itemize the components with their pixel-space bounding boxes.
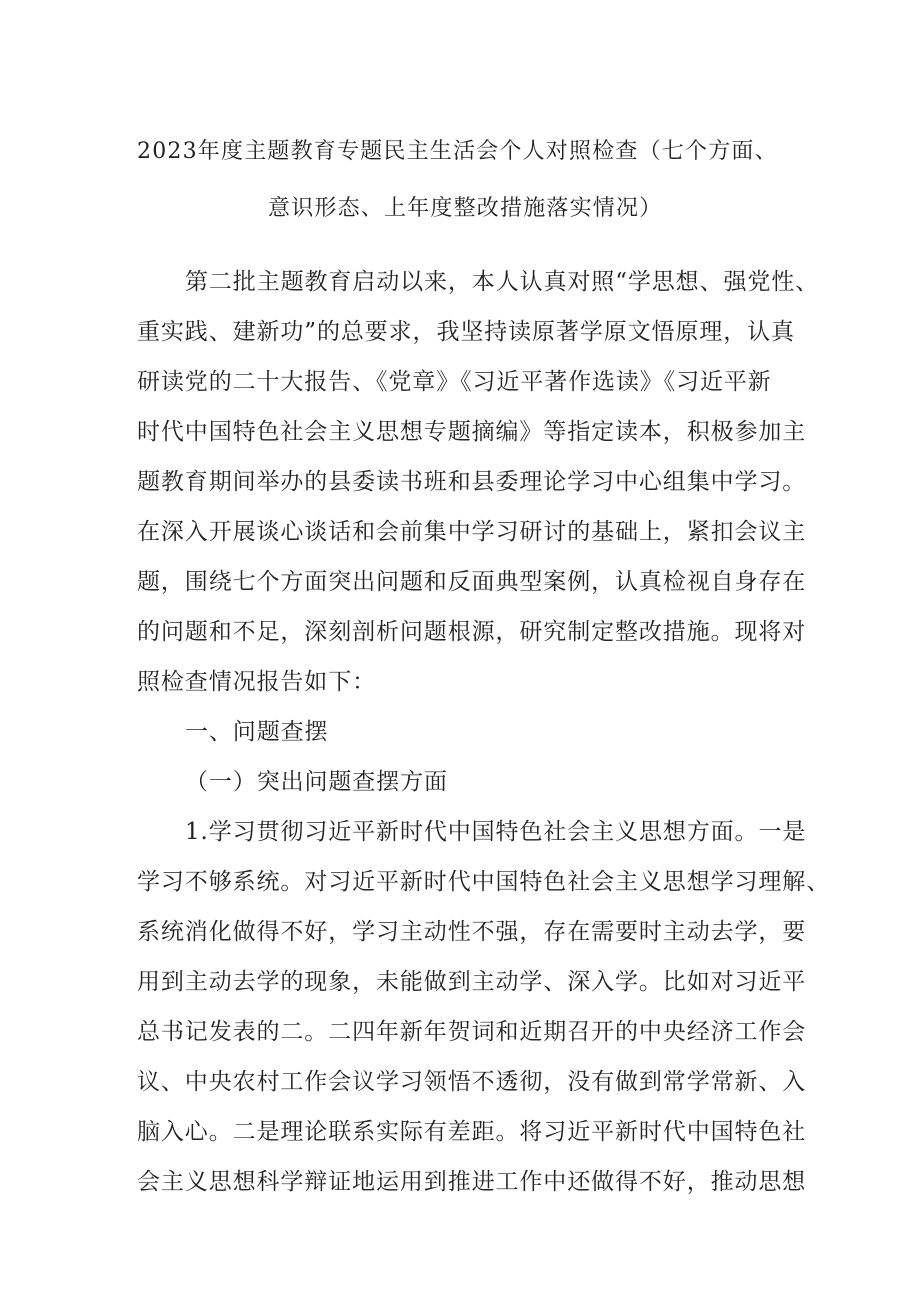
intro-paragraph-line-8: 的问题和不足，深刻剖析问题根源，研究制定整改措施。现将对 [137,619,807,645]
item-1-line-4: 用到主动去学的现象，未能做到主动学、深入学。比如对习近平 [137,969,807,995]
intro-paragraph-line-5: 题教育期间举办的县委读书班和县委理论学习中心组集中学习。 [137,469,807,495]
intro-paragraph-line-7: 题，围绕七个方面突出问题和反面典型案例，认真检视自身存在 [137,569,807,595]
intro-paragraph-line-1: 第二批主题教育启动以来，本人认真对照“学思想、强党性、 [185,269,820,295]
document-title-line-2: 意识形态、上年度整改措施落实情况） [268,196,663,221]
item-1-line-3: 系统消化做得不好，学习主动性不强，存在需要时主动去学，要 [137,919,807,945]
intro-paragraph-line-6: 在深入开展谈心谈话和会前集中学习研讨的基础上，紧扣会议主 [137,519,807,545]
item-1-line-2: 学习不够系统。对习近平新时代中国特色社会主义思想学习理解、 [137,869,831,895]
intro-paragraph-line-3: 研读党的二十大报告、《党章》《习近平著作选读》《习近平新 [137,369,772,395]
item-1-line-8: 会主义思想科学辩证地运用到推进工作中还做得不好，推动思想 [137,1169,807,1195]
item-1-line-5: 总书记发表的二。二四年新年贺词和近期召开的中央经济工作会 [137,1019,807,1045]
intro-paragraph-line-4: 时代中国特色社会主义思想专题摘编》等指定读本，积极参加主 [137,419,807,445]
item-1-line-7: 脑入心。二是理论联系实际有差距。将习近平新时代中国特色社 [137,1119,807,1145]
item-1-line-6: 议、中央农村工作会议学习领悟不透彻，没有做到常学常新、入 [137,1069,807,1095]
document-title-line-1: 2023年度主题教育专题民主生活会个人对照检查（七个方面、 [137,139,778,164]
intro-paragraph-line-9: 照检查情况报告如下： [137,669,376,695]
subsection-heading: （一）突出问题查摆方面 [185,769,448,795]
item-1-line-1: 1.学习贯彻习近平新时代中国特色社会主义思想方面。一是 [185,819,807,845]
intro-paragraph-line-2: 重实践、建新功”的总要求，我坚持读原著学原文悟原理，认真 [137,319,795,345]
section-heading: 一、问题查摆 [185,719,329,745]
